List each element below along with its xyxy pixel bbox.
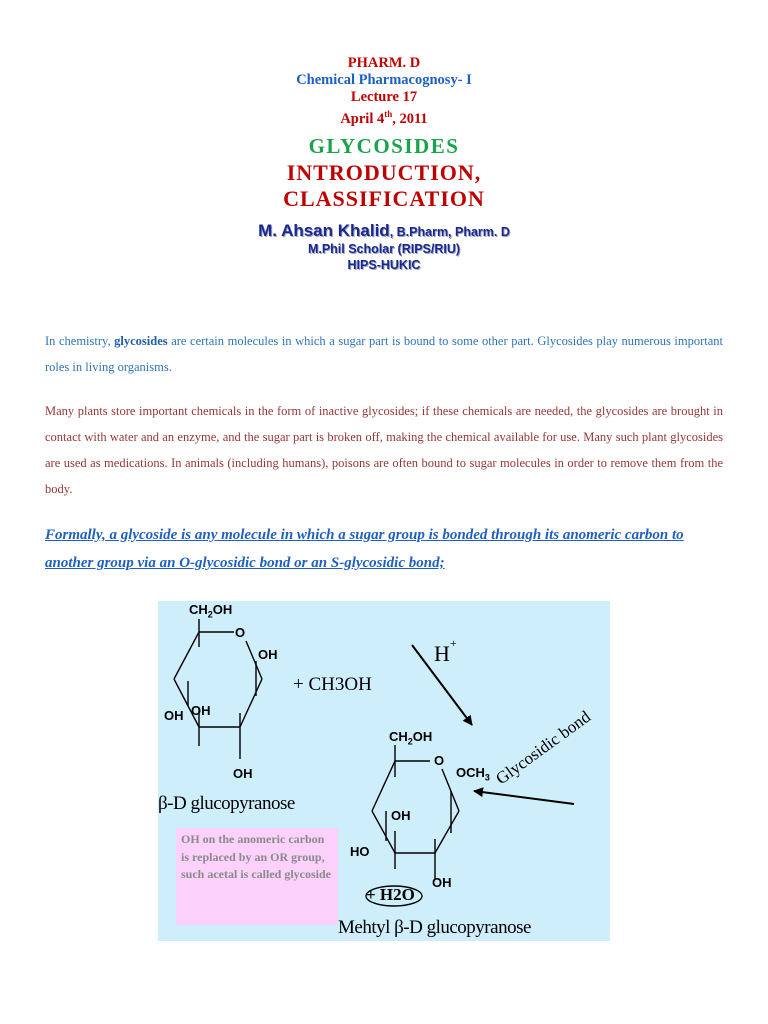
methoxy-group: $OCH_3$	[456, 765, 490, 783]
date-heading	[0, 106, 768, 127]
left-ch2oh-label: $CH_2OH$	[189, 602, 233, 620]
glycosidic-bond-label: Glycosidic bond	[492, 707, 594, 789]
date-year: , 2011	[392, 110, 428, 127]
glycoside-reaction-diagram	[158, 601, 610, 941]
water-byproduct: + H2O	[366, 885, 415, 904]
acid-catalyst	[434, 635, 457, 667]
left-c2-oh: OH	[233, 766, 253, 781]
right-c3-oh: OH	[391, 808, 411, 823]
left-c4-oh: OH	[164, 708, 184, 723]
intro-paragraph	[45, 328, 723, 380]
date-month: April 4	[340, 110, 385, 127]
product-name: Mehtyl β-D glucopyranose	[338, 917, 531, 938]
title-classification: CLASSIFICATION	[283, 186, 485, 211]
catalyst-symbol: H	[434, 641, 450, 666]
right-ring-right-lower	[435, 811, 459, 853]
lecture-heading: Lecture 17	[350, 89, 418, 105]
author-affiliation: HIPS-HUKIC	[347, 258, 421, 272]
left-c1-oh: OH	[258, 647, 278, 662]
left-ring-oxygen: O	[235, 625, 246, 640]
definition-paragraph: Formally, a glycoside is any molecule in which a sugar group is bonded through its anomeric carbon to another group via an O-glycosidic bond or an S-glycosidic bond;	[45, 527, 684, 571]
glycosidic-bond-arrow	[474, 791, 574, 804]
right-c4-ho: HO	[350, 844, 370, 859]
left-ring-right-lower	[240, 679, 262, 727]
author-position: M.Phil Scholar (RIPS/RIU)	[307, 242, 461, 256]
right-c2-oh: OH	[432, 875, 452, 890]
methanol-reagent: + CH3OH	[293, 674, 372, 695]
title-introduction: INTRODUCTION,	[286, 160, 482, 185]
left-ring-left-upper	[174, 632, 199, 679]
reactant-name: β-D glucopyranose	[158, 793, 295, 814]
intro-text-start: In chemistry,	[45, 334, 115, 348]
program-heading: PHARM. D	[347, 55, 421, 71]
left-c3-oh: OH	[191, 703, 211, 718]
course-heading: Chemical Pharmacognosy- I	[296, 72, 472, 88]
intro-text-end: are certain molecules in which a sugar part is bound to some other part. Glycosides play numerous important roles in living organisms.	[45, 334, 723, 374]
author-name: M. Ahsan Khalid	[258, 221, 390, 240]
catalyst-charge: +	[449, 635, 457, 650]
right-ring-oxygen: O	[434, 753, 445, 768]
right-ring-left-upper	[372, 761, 395, 811]
intro-keyword: glycosides	[114, 334, 168, 348]
author-degrees: , B.Pharm, Pharm. D	[389, 225, 510, 239]
author-line	[0, 221, 768, 241]
right-ch2oh-label: $CH_2OH$	[389, 729, 433, 747]
title-glycosides: GLYCOSIDES	[308, 134, 460, 158]
anomeric-carbon-note: OH on the anomeric carbon is replaced by an OR group, such acetal is called glycoside	[176, 828, 338, 925]
plants-paragraph: Many plants store important chemicals in the form of inactive glycosides; if these chemicals are needed, the glycosides are brought in contact with water and an enzyme, and the sugar part is broken off, making the chemical available for use. Many such plant glycosides are used as medications. In animals (including humans), poisons are often bound to sugar molecules in order to remove them from the body.	[45, 404, 723, 496]
date-suffix: th	[384, 109, 393, 119]
